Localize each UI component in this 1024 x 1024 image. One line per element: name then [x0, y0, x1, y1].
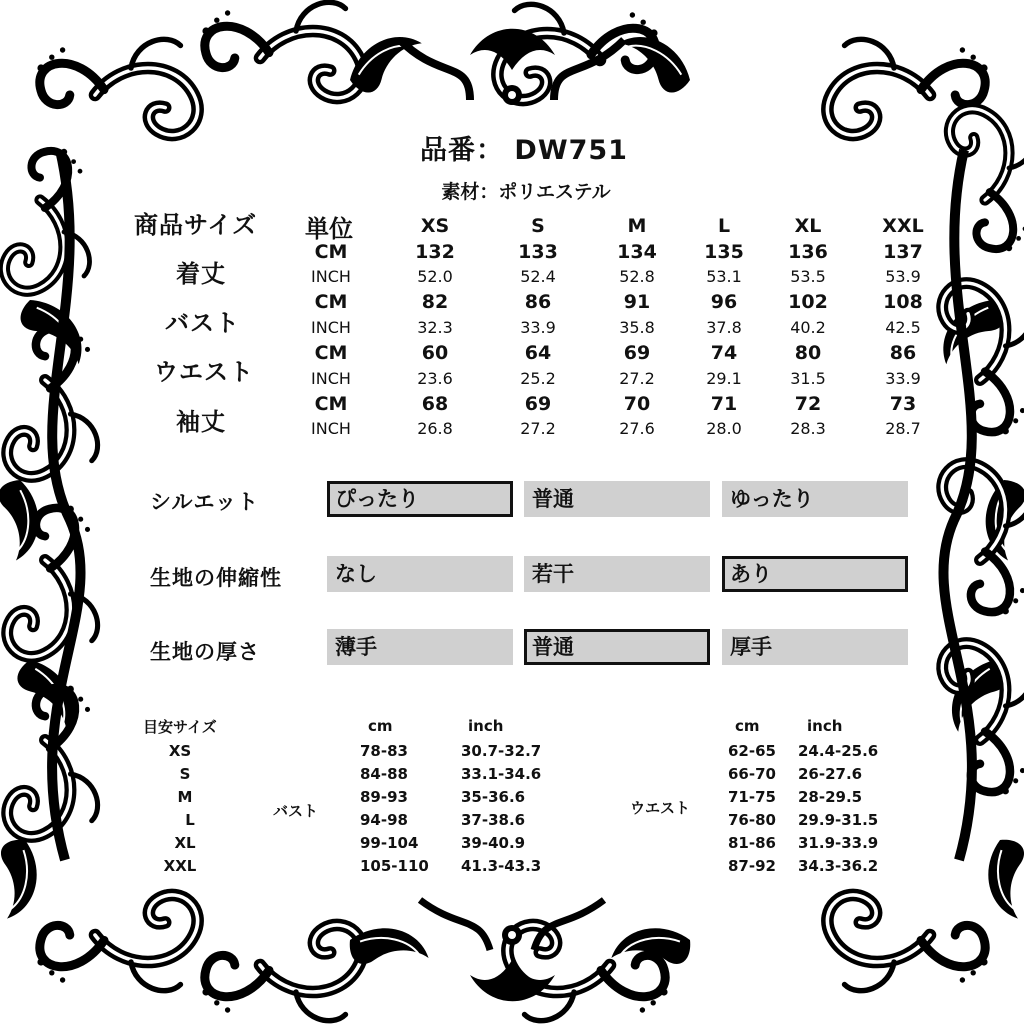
- guide-bust-inch: 33.1-34.6: [461, 765, 542, 783]
- row-label-bust: バスト: [165, 309, 240, 337]
- cell-cm: 69: [524, 393, 552, 415]
- option-thickness-thick: 厚手: [722, 629, 908, 665]
- guide-waist-inch: 34.3-36.2: [798, 857, 879, 875]
- option-silhouette-loose: ゆったり: [722, 481, 908, 517]
- size-header-xs: XS: [420, 215, 450, 237]
- cell-inch: 53.5: [790, 267, 826, 286]
- option-stretch-slight: 若干: [524, 556, 710, 592]
- guide-waist-inch-header: inch: [807, 717, 843, 735]
- cell-inch: 26.8: [417, 419, 453, 438]
- cell-inch: 29.1: [706, 369, 742, 388]
- guide-size: XS: [168, 742, 192, 760]
- unit-header: 単位: [305, 215, 353, 243]
- guide-bust-cm: 105-110: [360, 857, 429, 875]
- cell-cm: 108: [883, 291, 923, 313]
- attr-label-stretch: 生地の伸縮性: [150, 566, 282, 590]
- guide-size: XXL: [163, 857, 197, 875]
- row-label-waist: ウエスト: [154, 358, 254, 386]
- size-header-m: M: [627, 215, 647, 237]
- option-silhouette-fitted: ぴったり: [327, 481, 513, 517]
- cell-inch: 33.9: [885, 369, 921, 388]
- guide-bust-label: バスト: [273, 802, 319, 820]
- unit-inch: INCH: [311, 369, 351, 388]
- cell-cm: 68: [421, 393, 449, 415]
- cell-cm: 134: [617, 241, 657, 263]
- guide-bust-inch-header: inch: [468, 717, 504, 735]
- size-guide-title: 目安サイズ: [143, 718, 217, 736]
- guide-bust-inch: 41.3-43.3: [461, 857, 542, 875]
- guide-bust-inch: 39-40.9: [461, 834, 526, 852]
- cell-cm: 91: [623, 291, 651, 313]
- cell-inch: 27.2: [520, 419, 556, 438]
- cell-inch: 27.6: [619, 419, 655, 438]
- cell-inch: 52.0: [417, 267, 453, 286]
- attr-label-silhouette: シルエット: [150, 490, 260, 514]
- guide-waist-cm-header: cm: [735, 717, 760, 735]
- cell-cm: 136: [788, 241, 828, 263]
- cell-cm: 86: [524, 291, 552, 313]
- cell-inch: 53.9: [885, 267, 921, 286]
- attr-label-thickness: 生地の厚さ: [150, 640, 260, 664]
- cell-inch: 42.5: [885, 318, 921, 337]
- cell-cm: 70: [623, 393, 651, 415]
- cell-inch: 31.5: [790, 369, 826, 388]
- size-header-l: L: [717, 215, 731, 237]
- guide-waist-inch: 29.9-31.5: [798, 811, 879, 829]
- unit-cm: CM: [314, 241, 348, 263]
- option-thickness-thin: 薄手: [327, 629, 513, 665]
- guide-waist-cm: 66-70: [728, 765, 776, 783]
- guide-bust-inch: 30.7-32.7: [461, 742, 542, 760]
- cell-cm: 64: [524, 342, 552, 364]
- cell-cm: 96: [710, 291, 738, 313]
- cell-inch: 40.2: [790, 318, 826, 337]
- guide-waist-cm: 81-86: [728, 834, 776, 852]
- cell-inch: 52.4: [520, 267, 556, 286]
- guide-bust-inch: 35-36.6: [461, 788, 526, 806]
- cell-cm: 74: [710, 342, 738, 364]
- cell-inch: 28.0: [706, 419, 742, 438]
- guide-bust-inch: 37-38.6: [461, 811, 526, 829]
- cell-cm: 133: [518, 241, 558, 263]
- guide-bust-cm: 89-93: [360, 788, 408, 806]
- unit-cm: CM: [314, 342, 348, 364]
- unit-inch: INCH: [311, 267, 351, 286]
- cell-cm: 137: [883, 241, 923, 263]
- guide-size: S: [179, 765, 191, 783]
- cell-inch: 32.3: [417, 318, 453, 337]
- guide-waist-label: ウエスト: [630, 799, 691, 817]
- cell-inch: 52.8: [619, 267, 655, 286]
- cell-cm: 132: [415, 241, 455, 263]
- guide-bust-cm: 94-98: [360, 811, 408, 829]
- cell-cm: 73: [889, 393, 917, 415]
- guide-waist-cm: 87-92: [728, 857, 776, 875]
- cell-cm: 82: [421, 291, 449, 313]
- guide-bust-cm: 78-83: [360, 742, 408, 760]
- option-silhouette-regular: 普通: [524, 481, 710, 517]
- cell-inch: 35.8: [619, 318, 655, 337]
- guide-waist-inch: 26-27.6: [798, 765, 863, 783]
- cell-inch: 37.8: [706, 318, 742, 337]
- guide-bust-cm: 99-104: [360, 834, 419, 852]
- cell-cm: 135: [704, 241, 744, 263]
- cell-cm: 72: [794, 393, 822, 415]
- option-stretch-yes: あり: [722, 556, 908, 592]
- size-table-corner-label: 商品サイズ: [134, 211, 258, 239]
- guide-waist-cm: 76-80: [728, 811, 776, 829]
- cell-inch: 28.3: [790, 419, 826, 438]
- cell-inch: 27.2: [619, 369, 655, 388]
- cell-cm: 102: [788, 291, 828, 313]
- cell-inch: 23.6: [417, 369, 453, 388]
- cell-cm: 60: [421, 342, 449, 364]
- guide-size: M: [177, 788, 193, 806]
- cell-inch: 25.2: [520, 369, 556, 388]
- guide-waist-cm: 62-65: [728, 742, 776, 760]
- guide-waist-inch: 28-29.5: [798, 788, 863, 806]
- guide-waist-inch: 31.9-33.9: [798, 834, 879, 852]
- cell-inch: 53.1: [706, 267, 742, 286]
- guide-waist-inch: 24.4-25.6: [798, 742, 879, 760]
- row-label-sleeve: 袖丈: [176, 408, 226, 436]
- guide-waist-cm: 71-75: [728, 788, 776, 806]
- cell-cm: 71: [710, 393, 738, 415]
- cell-cm: 69: [623, 342, 651, 364]
- option-stretch-none: なし: [327, 556, 513, 592]
- cell-inch: 28.7: [885, 419, 921, 438]
- unit-cm: CM: [314, 393, 348, 415]
- size-header-s: S: [531, 215, 545, 237]
- guide-size: L: [185, 811, 195, 829]
- cell-cm: 80: [794, 342, 822, 364]
- cell-cm: 86: [889, 342, 917, 364]
- material-label: 素材：ポリエステル: [441, 181, 611, 203]
- unit-inch: INCH: [311, 318, 351, 337]
- guide-bust-cm: 84-88: [360, 765, 408, 783]
- size-header-xxl: XXL: [882, 215, 924, 237]
- unit-cm: CM: [314, 291, 348, 313]
- option-thickness-regular: 普通: [524, 629, 710, 665]
- product-number: 品番： DW751: [420, 135, 628, 166]
- row-label-length: 着丈: [176, 260, 226, 288]
- size-header-xl: XL: [794, 215, 822, 237]
- guide-bust-cm-header: cm: [368, 717, 393, 735]
- guide-size: XL: [174, 834, 196, 852]
- cell-inch: 33.9: [520, 318, 556, 337]
- unit-inch: INCH: [311, 419, 351, 438]
